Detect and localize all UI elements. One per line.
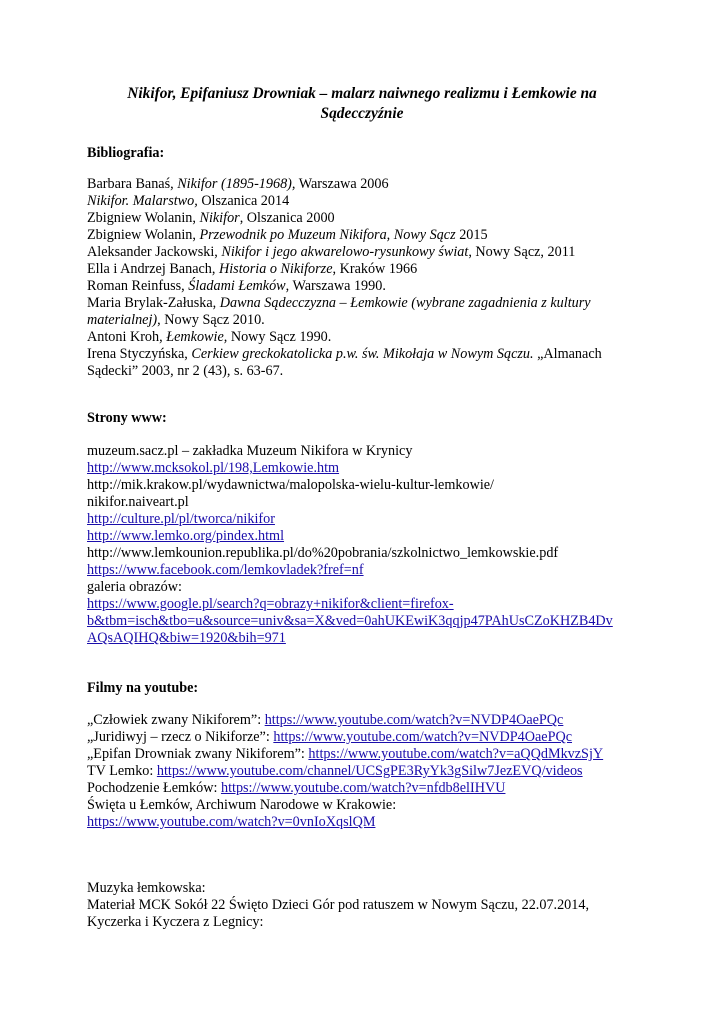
bibliography-item: Roman Reinfuss, Śladami Łemków, Warszawa 1990.: [87, 278, 386, 294]
bibliography-list: [87, 176, 647, 380]
bibliography-item: Maria Brylak-Załuska, Dawna Sądecczyzna – Łemkowie (wybrane zagadnienia z kultury: [87, 295, 591, 311]
bibliography-item: Zbigniew Wolanin, Nikifor, Olszanica 2000: [87, 210, 335, 226]
title-line-1: Nikifor, Epifaniusz Drowniak – malarz naiwnego realizmu i Łemkowie na: [127, 85, 597, 102]
youtube-link[interactable]: https://www.youtube.com/channel/UCSgPE3RyYk3gSilw7JezEVQ/videos: [156, 763, 583, 779]
website-item: http://www.lemkounion.republika.pl/do%20pobrania/szkolnictwo_lemkowskie.pdf: [87, 545, 559, 561]
music-line: Materiał MCK Sokół 22 Święto Dzieci Gór pod ratuszem w Nowym Sączu, 22.07.2014,: [87, 897, 590, 913]
bibliography-item: Barbara Banaś, Nikifor (1895-1968), Warszawa 2006: [87, 176, 389, 192]
document-title: [88, 84, 636, 124]
title-line-2: Sądecczyźnie: [320, 105, 404, 122]
youtube-link[interactable]: https://www.youtube.com/watch?v=NVDP4OaePQc: [264, 712, 564, 728]
film-item: „Epifan Drowniak zwany Nikiforem”: https://www.youtube.com/watch?v=aQQdMkvzSjY: [87, 746, 604, 762]
website-item: nikifor.naiveart.pl: [87, 494, 189, 510]
bibliography-item: Aleksander Jackowski, Nikifor i jego akwarelowo-rysunkowy świat, Nowy Sącz, 2011: [87, 244, 576, 260]
website-link[interactable]: http://www.lemko.org/pindex.html: [87, 528, 285, 544]
website-item: http://mik.krakow.pl/wydawnictwa/malopolska-wielu-kultur-lemkowie/: [87, 477, 494, 493]
google-gallery-link[interactable]: https://www.google.pl/search?q=obrazy+nikifor&client=firefox-: [87, 596, 454, 612]
youtube-link[interactable]: https://www.youtube.com/watch?v=nfdb8elIHVU: [220, 780, 506, 796]
website-item: galeria obrazów:: [87, 579, 182, 595]
bibliography-item: Irena Styczyńska, Cerkiew greckokatolicka p.w. św. Mikołaja w Nowym Sączu. „Almanach: [87, 346, 602, 362]
bibliography-item: Nikifor. Malarstwo, Olszanica 2014: [87, 193, 290, 209]
bibliography-item: materialnej), Nowy Sącz 2010.: [87, 312, 265, 328]
bibliography-item: Antoni Kroh, Łemkowie, Nowy Sącz 1990.: [87, 329, 332, 345]
website-link[interactable]: https://www.facebook.com/lemkovladek?fref=nf: [87, 562, 364, 578]
film-item: TV Lemko: https://www.youtube.com/channel/UCSgPE3RyYk3gSilw7JezEVQ/videos: [87, 763, 583, 779]
film-item: „Człowiek zwany Nikiforem”: https://www.youtube.com/watch?v=NVDP4OaePQc: [87, 712, 564, 728]
website-link[interactable]: http://culture.pl/pl/tworca/nikifor: [87, 511, 275, 527]
youtube-link[interactable]: https://www.youtube.com/watch?v=NVDP4OaePQc: [273, 729, 573, 745]
music-heading: Muzyka łemkowska:: [87, 880, 206, 896]
film-item: Pochodzenie Łemków: https://www.youtube.com/watch?v=nfdb8elIHVU: [87, 780, 506, 796]
youtube-link[interactable]: https://www.youtube.com/watch?v=0vnIoXqslQM: [87, 814, 376, 830]
film-item: Święta u Łemków, Archiwum Narodowe w Krakowie:: [87, 797, 397, 813]
google-gallery-link[interactable]: b&tbm=isch&tbo=u&source=univ&sa=X&ved=0ahUKEwiK3qqjp47PAhUsCZoKHZB4Dv: [87, 613, 613, 629]
films-list: [87, 712, 647, 831]
film-item: „Juridiwyj – rzecz o Nikiforze”: https://www.youtube.com/watch?v=NVDP4OaePQc: [87, 729, 573, 745]
website-link[interactable]: http://www.mcksokol.pl/198,Lemkowie.htm: [87, 460, 340, 476]
bibliography-heading: Bibliografia:: [87, 145, 165, 161]
google-gallery-link[interactable]: AQsAQIHQ&biw=1920&bih=971: [87, 630, 286, 646]
bibliography-item: Ella i Andrzej Banach, Historia o Nikiforze, Kraków 1966: [87, 261, 418, 277]
bibliography-item: Sądecki” 2003, nr 2 (43), s. 63-67.: [87, 363, 284, 379]
film-item: [87, 814, 647, 831]
websites-list: [87, 443, 647, 647]
music-section: [87, 880, 647, 931]
films-heading: Filmy na youtube:: [87, 680, 199, 696]
website-item: muzeum.sacz.pl – zakładka Muzeum Nikifora w Krynicy: [87, 443, 413, 459]
websites-heading: Strony www:: [87, 410, 167, 426]
youtube-link[interactable]: https://www.youtube.com/watch?v=aQQdMkvzSjY: [308, 746, 604, 762]
music-line: Kyczerka i Kyczera z Legnicy:: [87, 914, 264, 930]
bibliography-item: Zbigniew Wolanin, Przewodnik po Muzeum Nikifora, Nowy Sącz 2015: [87, 227, 488, 243]
